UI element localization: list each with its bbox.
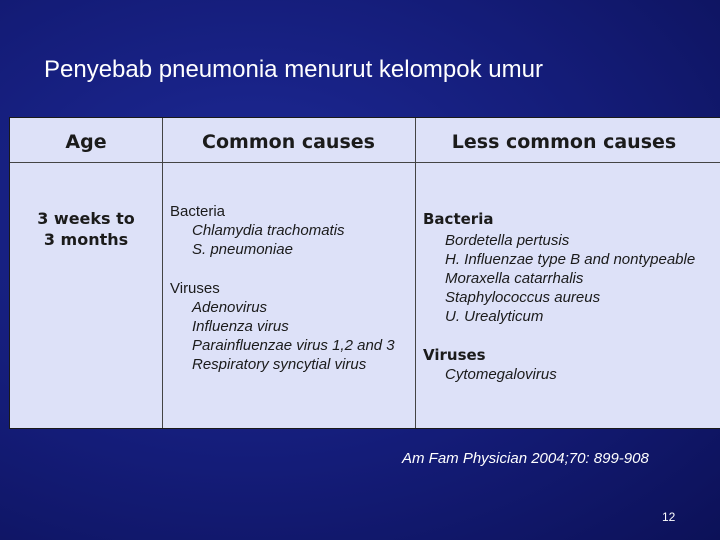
less-common-cause-item: Bacteria — [423, 210, 494, 228]
less-common-cause-item: U. Urealyticum — [445, 308, 544, 325]
less-common-cause-item: Bordetella pertusis — [445, 232, 570, 249]
header-common-causes: Common causes — [202, 131, 375, 153]
common-cause-item: Parainfluenzae virus 1,2 and 3 — [192, 337, 395, 354]
less-common-cause-item: Cytomegalovirus — [445, 366, 557, 383]
age-line: 3 months — [43, 230, 129, 249]
common-cause-item: S. pneumoniae — [192, 241, 293, 258]
common-cause-item: Respiratory syncytial virus — [192, 356, 367, 373]
header-age: Age — [65, 131, 107, 153]
pneumonia-causes-table — [9, 117, 720, 429]
less-common-cause-item: Moraxella catarrhalis — [445, 270, 584, 287]
age-group-cell — [10, 208, 162, 250]
less-common-cause-item: Staphylococcus aureus — [445, 289, 601, 306]
citation: Am Fam Physician 2004;70: 899-908 — [402, 450, 649, 467]
column-divider — [162, 118, 163, 428]
header-less-common-causes: Less common causes — [451, 131, 677, 153]
slide-title: Penyebab pneumonia menurut kelompok umur — [44, 56, 543, 83]
common-cause-item: Influenza virus — [192, 318, 289, 335]
common-cause-item: Chlamydia trachomatis — [192, 222, 345, 239]
common-cause-item: Adenovirus — [192, 299, 268, 316]
slide-number: 12 — [662, 510, 676, 524]
less-common-cause-item: H. Influenzae type B and nontypeable — [445, 251, 696, 268]
less-common-cause-item: Viruses — [423, 346, 486, 364]
age-line: 3 weeks to — [37, 209, 135, 228]
common-cause-item: Bacteria — [170, 203, 226, 220]
header-divider — [10, 162, 720, 163]
common-cause-item: Viruses — [170, 280, 220, 297]
column-divider — [415, 118, 416, 428]
